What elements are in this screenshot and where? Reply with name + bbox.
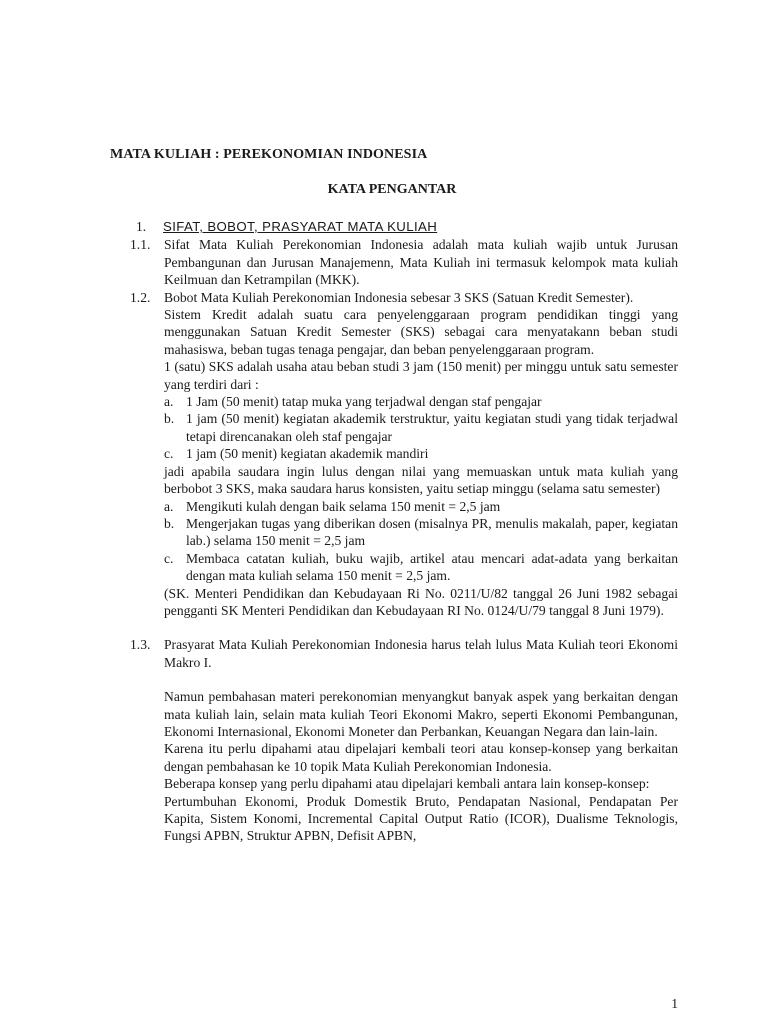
paragraph: Sistem Kredit adalah suatu cara penyelenggaraan program pendidikan tinggi yang menggunakan Satuan Kredit Semester (SKS) sebagai cara menyatakann beban studi mahasiswa, beban tugas tenaga pengajar, dan beban penyelenggaraan program. xyxy=(164,307,678,357)
paragraph: 1 (satu) SKS adalah usaha atau beban studi 3 jam (150 menit) per minggu untuk satu semester yang terdiri dari : xyxy=(164,359,678,392)
paragraph: (SK. Menteri Pendidikan dan Kebudayaan Ri No. 0211/U/82 tanggal 26 Juni 1982 sebagai pengganti SK Menteri Pendidikan dan Kebudayaan RI No. 0124/U/79 tanggal 8 Juni 1979). xyxy=(164,585,678,618)
list-item xyxy=(130,498,678,515)
paragraph: Karena itu perlu dipahami atau dipelajari kembali teori atau konsep-konsep yang berkaitan dengan pembahasan ke 10 topik Mata Kuliah Perekonomian Indonesia. xyxy=(164,741,678,774)
subtitle-text: KATA PENGANTAR xyxy=(327,182,457,197)
list-marker: a. xyxy=(164,394,174,410)
list-marker: a. xyxy=(164,498,174,514)
list-text: Mengerjakan tugas yang diberikan dosen (misalnya PR, menulis makalah, paper, kegiatan lab.) selama 150 menit = 2,5 jam xyxy=(186,515,678,549)
list-marker: c. xyxy=(164,446,174,462)
list-text: 1 jam (50 menit) kegiatan akademik terstruktur, yaitu kegiatan studi yang tidak terjadwal tetapi direncanakan oleh staf pengajar xyxy=(186,411,678,444)
page-number: 1 xyxy=(671,996,678,1011)
item-text: Prasyarat Mata Kuliah Perekonomian Indonesia harus telah lulus Mata Kuliah teori Ekonomi Makro I. xyxy=(164,637,678,670)
document-subtitle xyxy=(0,182,768,198)
paragraph: Beberapa konsep yang perlu dipahami atau dipelajari kembali antara lain konsep-konsep: xyxy=(164,776,650,792)
section-number: 1. xyxy=(136,219,147,234)
section-heading xyxy=(130,218,678,235)
item-text: Bobot Mata Kuliah Perekonomian Indonesia sebesar 3 SKS (Satuan Kredit Semester). xyxy=(164,289,634,305)
list-item xyxy=(130,550,678,585)
item-number: 1.3. xyxy=(130,637,151,653)
list-text: Mengikuti kulah dengan baik selama 150 menit = 2,5 jam xyxy=(186,498,501,514)
paragraph: jadi apabila saudara ingin lulus dengan nilai yang memuaskan untuk mata kuliah yang berbobot 3 SKS, maka saudara harus konsisten, yaitu setiap minggu (selama satu semester) xyxy=(164,463,678,497)
list-marker: c. xyxy=(164,550,174,566)
document-title: MATA KULIAH : PEREKONOMIAN INDONESIA xyxy=(110,147,428,162)
item-text: Sifat Mata Kuliah Perekonomian Indonesia adalah mata kuliah wajib untuk Jurusan Pembangunan dan Jurusan Manajemenn, Mata Kuliah ini termasuk kelompok mata kuliah Keilmuan dan Ketrampilan (MKK). xyxy=(164,237,678,288)
list-text: 1 jam (50 menit) kegiatan akademik mandiri xyxy=(186,446,429,462)
list-text: Membaca catatan kuliah, buku wajib, artikel atau mencari adat-adata yang berkaitan dengan mata kuliah selama 150 menit = 2,5 jam. xyxy=(186,550,678,584)
list-item xyxy=(130,393,678,410)
item-1-2 xyxy=(130,289,678,306)
paragraph: Pertumbuhan Ekonomi, Produk Domestik Bruto, Pendapatan Nasional, Pendapatan Per Kapita, Sistem Konomi, Incremental Capital Output Ratio (ICOR), Dualisme Teknologis, Fungsi APBN, Struktur APBN, Defisit APBN, xyxy=(164,793,678,844)
document-body xyxy=(130,218,678,845)
item-number: 1.1. xyxy=(130,237,151,253)
paragraph: Namun pembahasan materi perekonomian menyangkut banyak aspek yang berkaitan dengan mata kuliah lain, selain mata kuliah Teori Ekonomi Makro, seperti Ekonomi Pembangunan, Ekonomi Internasional, Ekonomi Moneter dan Perbankan, Keuangan Negara dan lain-lain. xyxy=(164,689,678,739)
item-number: 1.2. xyxy=(130,289,151,305)
list-item xyxy=(130,410,678,445)
item-1-1 xyxy=(130,236,678,288)
item-1-3 xyxy=(130,636,678,671)
list-text: 1 Jam (50 menit) tatap muka yang terjadwal dengan staf pengajar xyxy=(186,394,542,410)
list-marker: b. xyxy=(164,515,175,531)
list-item xyxy=(130,445,678,462)
section-heading-text: SIFAT, BOBOT, PRASYARAT MATA KULIAH xyxy=(163,219,438,234)
list-item xyxy=(130,515,678,550)
list-marker: b. xyxy=(164,411,175,427)
